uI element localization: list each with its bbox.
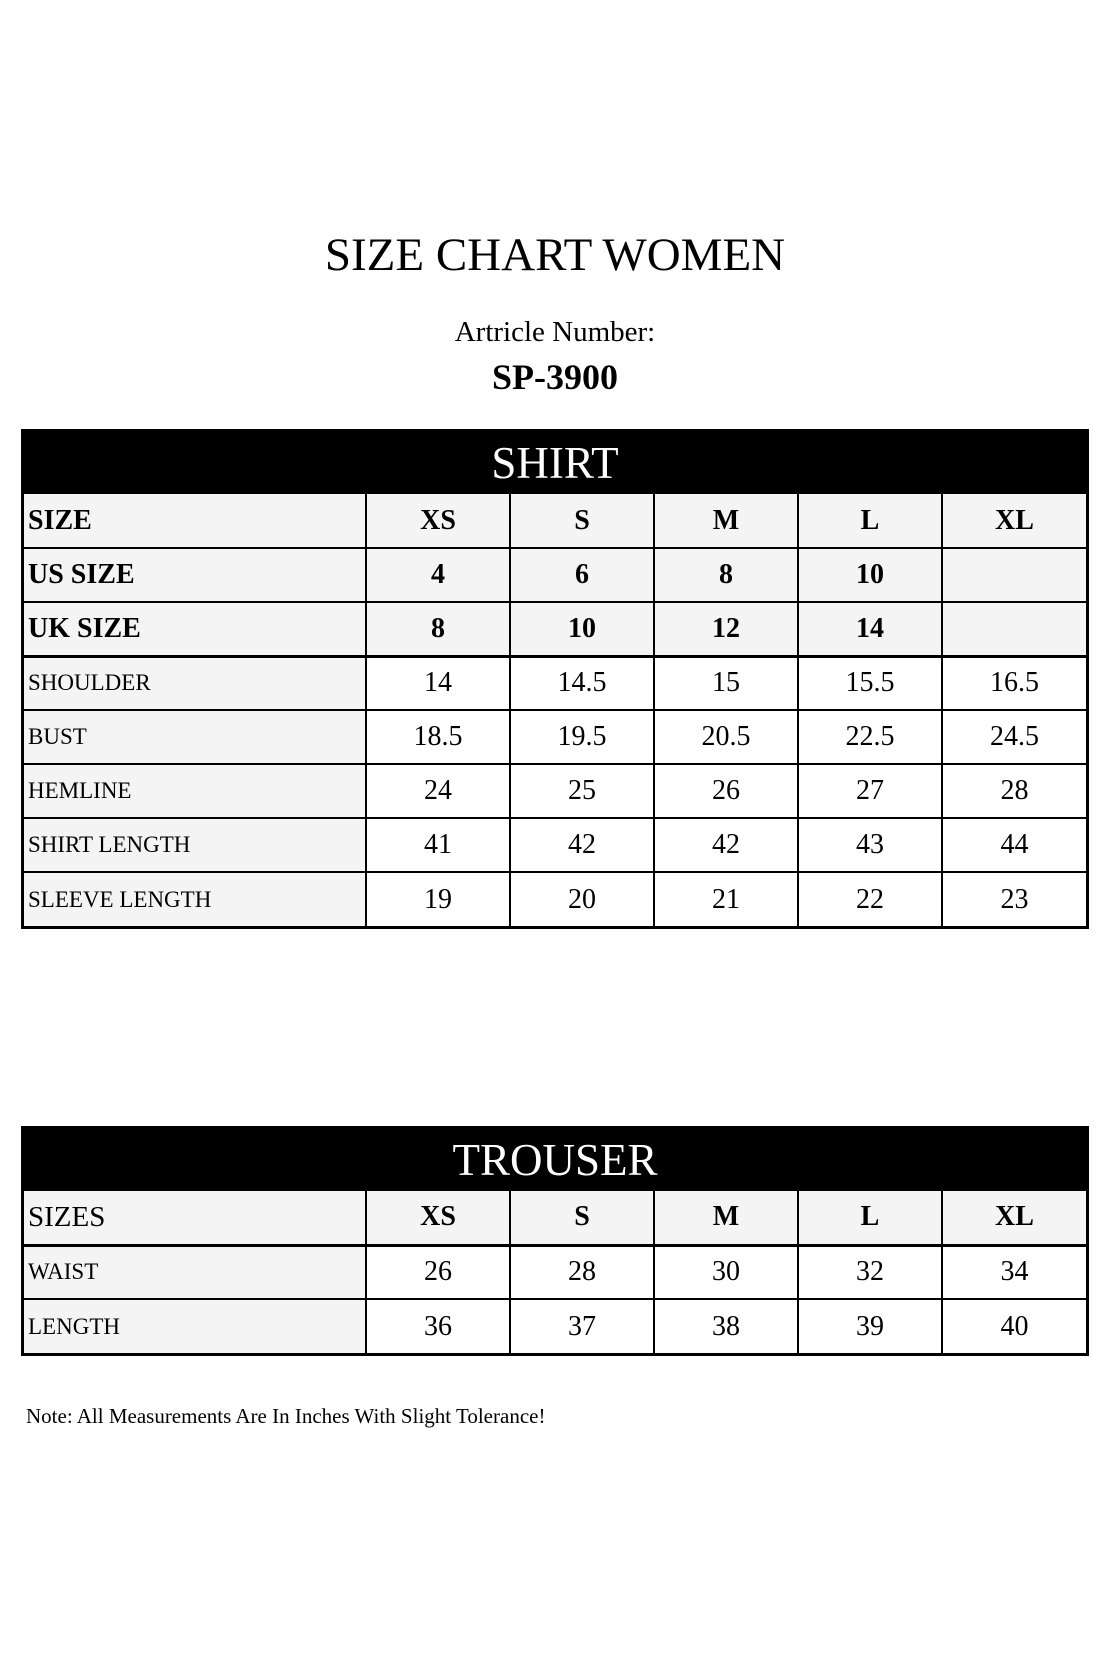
- row-label: LENGTH: [24, 1299, 366, 1353]
- table-cell: 42: [654, 818, 798, 872]
- table-cell: 28: [942, 764, 1086, 818]
- trouser-size-header-row: [24, 1191, 1086, 1245]
- table-cell: 26: [654, 764, 798, 818]
- table-cell: 8: [654, 548, 798, 602]
- column-header: M: [654, 494, 798, 548]
- table-cell: 24: [366, 764, 510, 818]
- table-cell: 36: [366, 1299, 510, 1353]
- column-header: L: [798, 494, 942, 548]
- table-cell: 24.5: [942, 710, 1086, 764]
- column-header: XS: [366, 494, 510, 548]
- table-row: [24, 764, 1086, 818]
- table-cell: 28: [510, 1245, 654, 1299]
- table-cell: 8: [366, 602, 510, 656]
- table-cell: [942, 548, 1086, 602]
- column-header: XS: [366, 1191, 510, 1245]
- shirt-size-chart: [21, 429, 1089, 929]
- table-cell: 21: [654, 872, 798, 926]
- row-label: SHOULDER: [24, 656, 366, 710]
- table-cell: 26: [366, 1245, 510, 1299]
- table-cell: 10: [510, 602, 654, 656]
- table-cell: 19: [366, 872, 510, 926]
- table-cell: 15: [654, 656, 798, 710]
- table-cell: 25: [510, 764, 654, 818]
- table-cell: 14: [798, 602, 942, 656]
- row-label: UK SIZE: [24, 602, 366, 656]
- table-cell: 30: [654, 1245, 798, 1299]
- table-row: [24, 1245, 1086, 1299]
- table-row: [24, 872, 1086, 926]
- table-cell: 40: [942, 1299, 1086, 1353]
- trouser-size-chart: [21, 1126, 1089, 1356]
- table-cell: 22.5: [798, 710, 942, 764]
- table-cell: 4: [366, 548, 510, 602]
- table-cell: 44: [942, 818, 1086, 872]
- table-cell: 22: [798, 872, 942, 926]
- table-row: [24, 710, 1086, 764]
- table-cell: 19.5: [510, 710, 654, 764]
- article-number-label: Artricle Number:: [454, 316, 656, 348]
- table-cell: 12: [654, 602, 798, 656]
- column-header: SIZES: [24, 1191, 366, 1245]
- column-header: S: [510, 1191, 654, 1245]
- table-cell: 27: [798, 764, 942, 818]
- page-title: SIZE CHART WOMEN: [324, 229, 786, 281]
- shirt-chart-header: SHIRT: [24, 432, 1086, 494]
- table-cell: 41: [366, 818, 510, 872]
- table-cell: 37: [510, 1299, 654, 1353]
- column-header: XL: [942, 1191, 1086, 1245]
- table-cell: 38: [654, 1299, 798, 1353]
- table-cell: 43: [798, 818, 942, 872]
- article-number: SP-3900: [492, 357, 618, 397]
- table-cell: 32: [798, 1245, 942, 1299]
- table-row: [24, 602, 1086, 656]
- table-row: [24, 656, 1086, 710]
- table-row: [24, 1299, 1086, 1353]
- shirt-size-header-row: [24, 494, 1086, 548]
- table-cell: 34: [942, 1245, 1086, 1299]
- table-cell: [942, 602, 1086, 656]
- column-header: L: [798, 1191, 942, 1245]
- row-label: US SIZE: [24, 548, 366, 602]
- column-header: XL: [942, 494, 1086, 548]
- table-cell: 14: [366, 656, 510, 710]
- row-label: SHIRT LENGTH: [24, 818, 366, 872]
- table-cell: 20: [510, 872, 654, 926]
- measurement-note: Note: All Measurements Are In Inches With Slight Tolerance!: [26, 1404, 546, 1428]
- row-label: WAIST: [24, 1245, 366, 1299]
- table-cell: 42: [510, 818, 654, 872]
- column-header: SIZE: [24, 494, 366, 548]
- shirt-table: [24, 494, 1086, 926]
- table-cell: 23: [942, 872, 1086, 926]
- table-cell: 10: [798, 548, 942, 602]
- row-label: SLEEVE LENGTH: [24, 872, 366, 926]
- trouser-table: [24, 1191, 1086, 1353]
- row-label: BUST: [24, 710, 366, 764]
- table-cell: 14.5: [510, 656, 654, 710]
- table-cell: 15.5: [798, 656, 942, 710]
- table-cell: 39: [798, 1299, 942, 1353]
- column-header: M: [654, 1191, 798, 1245]
- trouser-chart-header: TROUSER: [24, 1129, 1086, 1191]
- row-label: HEMLINE: [24, 764, 366, 818]
- table-cell: 16.5: [942, 656, 1086, 710]
- column-header: S: [510, 494, 654, 548]
- table-cell: 20.5: [654, 710, 798, 764]
- table-row: [24, 818, 1086, 872]
- table-row: [24, 548, 1086, 602]
- table-cell: 18.5: [366, 710, 510, 764]
- table-cell: 6: [510, 548, 654, 602]
